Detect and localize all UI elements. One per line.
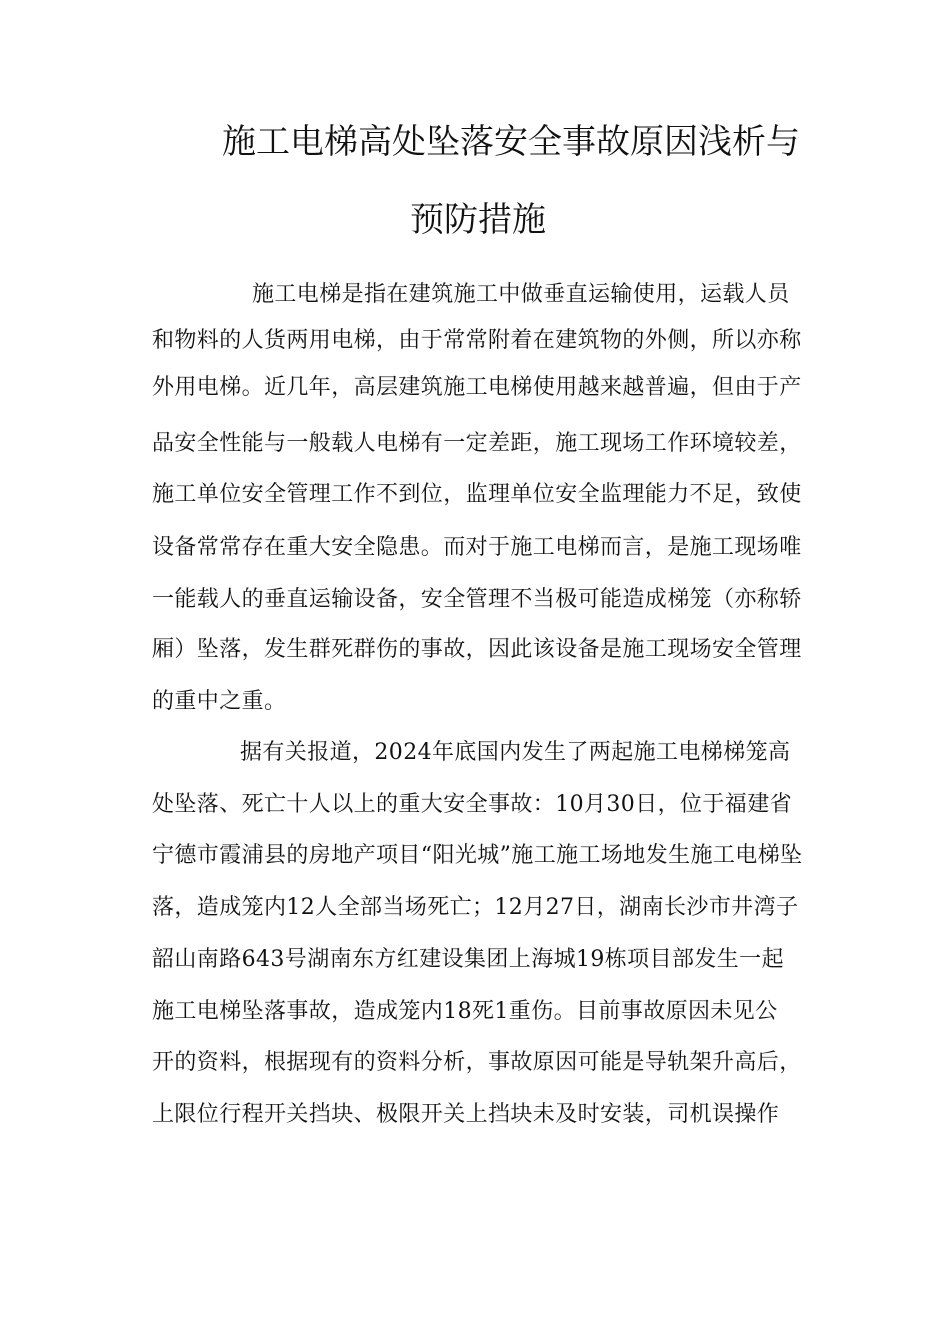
paragraph-2-line: 处坠落、死亡十人以上的重大安全事故：10月30日，位于福建省 <box>152 792 792 817</box>
paragraph-2-line: 宁德市霞浦县的房地产项目“阳光城”施工施工场地发生施工电梯坠 <box>152 843 803 868</box>
paragraph-1-line: 施工单位安全管理工作不到位，监理单位安全监理能力不足，致使 <box>152 482 802 507</box>
paragraph-1-line: 品安全性能与一般载人电梯有一定差距，施工现场工作环境较差， <box>152 431 802 456</box>
paragraph-2-line: 韶山南路643号湖南东方红建设集团上海城19栋项目部发生一起 <box>152 947 784 972</box>
paragraph-1-line: 厢）坠落，发生群死群伤的事故，因此该设备是施工现场安全管理 <box>152 637 802 662</box>
paragraph-2-line: 施工电梯坠落事故，造成笼内18死1重伤。目前事故原因未见公 <box>152 999 778 1024</box>
paragraph-1-line: 和物料的人货两用电梯，由于常常附着在建筑物的外侧，所以亦称 <box>152 328 802 353</box>
paragraph-2-line: 落，造成笼内12人全部当场死亡；12月27日，湖南长沙市井湾子 <box>152 895 799 920</box>
paragraph-1-line: 施工电梯是指在建筑施工中做垂直运输使用，运载人员 <box>252 282 790 307</box>
document-title-line-1: 施工电梯高处坠落安全事故原因浅析与 <box>222 122 800 162</box>
paragraph-1-line: 一能载人的垂直运输设备，安全管理不当极可能造成梯笼（亦称轿 <box>152 587 802 612</box>
paragraph-1-line: 外用电梯。近几年，高层建筑施工电梯使用越来越普遍，但由于产 <box>152 375 802 400</box>
paragraph-1-line: 设备常常存在重大安全隐患。而对于施工电梯而言，是施工现场唯 <box>152 535 802 560</box>
paragraph-2-line: 上限位行程开关挡块、极限开关上挡块未及时安装，司机误操作 <box>152 1102 780 1127</box>
paragraph-2-line: 据有关报道，2024年底国内发生了两起施工电梯梯笼高 <box>240 740 791 765</box>
document-title-line-2: 预防措施 <box>410 200 546 240</box>
paragraph-2-line: 开的资料，根据现有的资料分析，事故原因可能是导轨架升高后， <box>152 1050 802 1075</box>
paragraph-1-line: 的重中之重。 <box>152 689 287 714</box>
